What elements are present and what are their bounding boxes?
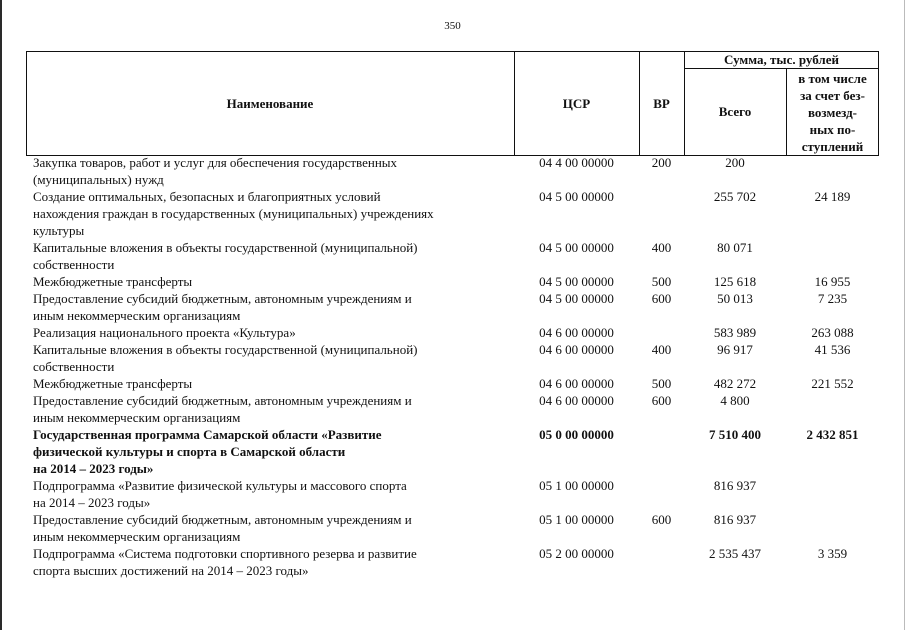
row-vr	[639, 477, 684, 511]
row-name	[26, 341, 514, 375]
table-row	[26, 239, 879, 273]
row-name	[26, 545, 514, 579]
row-csr: 04 6 00 00000	[539, 376, 614, 391]
row-nonrepayable: 16 955	[814, 274, 851, 289]
row-name-line: на 2014 – 2023 годы»	[33, 495, 151, 510]
header-sum-group: Сумма, тыс. рублей	[724, 51, 839, 67]
row-name-line: иным некоммерческим организациям	[33, 410, 241, 425]
table-header	[26, 51, 879, 156]
header-including-line: возмезд-	[808, 104, 857, 120]
row-name-line: на 2014 – 2023 годы»	[33, 461, 154, 476]
row-vr	[639, 426, 684, 477]
row-name	[26, 324, 514, 341]
row-vr: 500	[651, 274, 672, 289]
row-nonrepayable	[786, 511, 879, 545]
row-nonrepayable	[786, 477, 879, 511]
row-nonrepayable	[786, 239, 879, 273]
row-name-line: физической культуры и спорта в Самарской области	[33, 444, 346, 459]
row-nonrepayable: 7 235	[817, 291, 848, 306]
row-vr: 600	[651, 512, 672, 527]
row-csr: 04 5 00 00000	[539, 274, 614, 289]
row-csr: 04 5 00 00000	[539, 291, 614, 306]
row-vr: 200	[651, 155, 672, 170]
row-total: 816 937	[713, 478, 757, 493]
row-total: 816 937	[713, 512, 757, 527]
row-name-line: Подпрограмма «Система подготовки спортивного резерва и развитие	[33, 546, 417, 561]
row-total: 125 618	[713, 274, 757, 289]
row-name-line: Государственная программа Самарской области «Развитие	[33, 427, 382, 442]
row-nonrepayable	[786, 154, 879, 188]
row-vr	[639, 324, 684, 341]
header-including-line: за счет без-	[800, 87, 865, 103]
row-vr: 500	[651, 376, 672, 391]
header-including	[786, 68, 879, 156]
row-csr: 04 6 00 00000	[539, 342, 614, 357]
row-name-line: Закупка товаров, работ и услуг для обеспечения государственных	[33, 155, 398, 170]
row-name	[26, 290, 514, 324]
table-row	[26, 324, 879, 341]
header-csr: ЦСР	[562, 95, 591, 111]
row-csr: 04 6 00 00000	[539, 325, 614, 340]
row-total: 200	[725, 155, 745, 170]
row-name-line: Капитальные вложения в объекты государственной (муниципальной)	[33, 342, 418, 357]
scan-edge-left	[0, 0, 2, 630]
row-total: 96 917	[717, 342, 753, 357]
row-name	[26, 273, 514, 290]
header-including-line: ступлений	[801, 138, 864, 154]
header-vr: ВР	[653, 95, 670, 111]
row-name-line: Подпрограмма «Развитие физической культуры и массового спорта	[33, 478, 407, 493]
row-vr: 400	[651, 240, 672, 255]
table-row	[26, 426, 879, 477]
header-name: Наименование	[226, 95, 314, 111]
table-body	[26, 154, 879, 579]
row-vr	[639, 545, 684, 579]
row-name-line: Предоставление субсидий бюджетным, автономным учреждениям и	[33, 393, 412, 408]
table-row	[26, 511, 879, 545]
row-name-line: Межбюджетные трансферты	[33, 376, 193, 391]
row-csr: 05 2 00 00000	[539, 546, 614, 561]
row-csr: 05 1 00 00000	[539, 512, 614, 527]
header-total: Всего	[718, 104, 752, 119]
header-including-line: ных по-	[809, 121, 856, 137]
row-name	[26, 511, 514, 545]
row-name-line: (муниципальных) нужд	[33, 172, 164, 187]
row-name-line: иным некоммерческим организациям	[33, 529, 241, 544]
row-vr: 600	[651, 393, 672, 408]
row-csr: 05 1 00 00000	[539, 478, 614, 493]
row-name-line: спорта высших достижений на 2014 – 2023 годы»	[33, 563, 309, 578]
row-name	[26, 477, 514, 511]
row-total: 80 071	[717, 240, 753, 255]
row-name	[26, 188, 514, 239]
table-row	[26, 188, 879, 239]
row-name	[26, 426, 514, 477]
row-csr: 04 6 00 00000	[539, 393, 614, 408]
table-row	[26, 273, 879, 290]
row-nonrepayable: 3 359	[817, 546, 848, 561]
row-name-line: Капитальные вложения в объекты государственной (муниципальной)	[33, 240, 418, 255]
row-name	[26, 375, 514, 392]
table-row	[26, 545, 879, 579]
row-nonrepayable: 221 552	[811, 376, 854, 391]
row-csr: 04 4 00 00000	[539, 155, 614, 170]
row-name-line: Предоставление субсидий бюджетным, автономным учреждениям и	[33, 512, 412, 527]
row-name-line: нахождения граждан в государственных (муниципальных) учреждениях	[33, 206, 434, 221]
row-name-line: иным некоммерческим организациям	[33, 308, 241, 323]
row-name-line: собственности	[33, 359, 115, 374]
row-vr: 600	[651, 291, 672, 306]
row-name-line: Предоставление субсидий бюджетным, автономным учреждениям и	[33, 291, 412, 306]
row-name	[26, 239, 514, 273]
row-name	[26, 154, 514, 188]
row-csr: 04 5 00 00000	[539, 189, 614, 204]
row-name-line: культуры	[33, 223, 85, 238]
row-nonrepayable	[786, 392, 879, 426]
row-name-line: собственности	[33, 257, 115, 272]
row-name	[26, 392, 514, 426]
table-row	[26, 392, 879, 426]
header-including-line: в том числе	[798, 70, 867, 86]
table-row	[26, 341, 879, 375]
row-csr: 04 5 00 00000	[539, 240, 614, 255]
row-nonrepayable: 24 189	[814, 189, 851, 204]
row-total: 482 272	[713, 376, 757, 391]
table-row	[26, 477, 879, 511]
row-total: 7 510 400	[709, 427, 761, 442]
table-row	[26, 290, 879, 324]
page-number: 350	[444, 20, 461, 32]
row-name-line: Межбюджетные трансферты	[33, 274, 193, 289]
table-row	[26, 154, 879, 188]
row-total: 255 702	[713, 189, 757, 204]
row-total: 4 800	[720, 393, 750, 408]
row-name-line: Реализация национального проекта «Культура»	[33, 325, 296, 340]
row-nonrepayable: 263 088	[811, 325, 854, 340]
row-name-line: Создание оптимальных, безопасных и благоприятных условий	[33, 189, 381, 204]
row-nonrepayable: 41 536	[814, 342, 851, 357]
row-vr	[639, 188, 684, 239]
row-total: 2 535 437	[709, 546, 761, 561]
row-vr: 400	[651, 342, 672, 357]
row-nonrepayable: 2 432 851	[806, 427, 859, 442]
table-row	[26, 375, 879, 392]
row-total: 583 989	[713, 325, 757, 340]
row-csr: 05 0 00 00000	[539, 427, 614, 442]
row-total: 50 013	[717, 291, 753, 306]
